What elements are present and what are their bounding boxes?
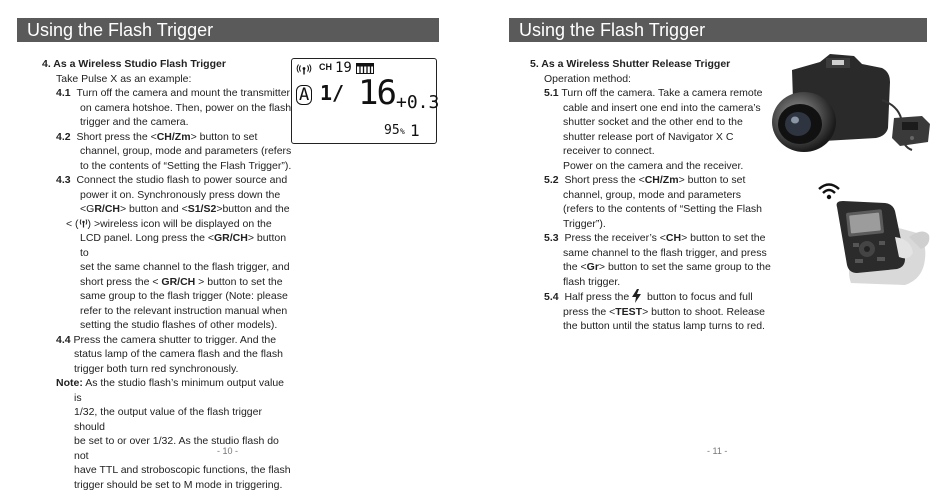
step-text: (refers to the contents of “Setting the Flash	[530, 202, 775, 217]
step-text: Turn off the camera. Take a camera remote	[561, 87, 762, 99]
step-text: > button to set the same group to the	[599, 261, 771, 273]
step-number: 4.3	[56, 174, 71, 186]
step-text: channel, group, mode and parameters (refers	[42, 144, 292, 159]
step-text: Press the camera shutter to trigger. And the	[74, 334, 277, 346]
step-text: > button and <	[120, 203, 188, 215]
step-text: > button to set	[679, 174, 746, 186]
step-text: > button to shoot. Release	[642, 306, 765, 318]
lcd-power: 1/	[320, 81, 344, 105]
key-label: CH/Zm	[157, 131, 191, 143]
wireless-icon	[79, 218, 88, 228]
step-5-1	[530, 86, 775, 101]
step-number: 4.2	[56, 131, 71, 143]
step-number: 5.2	[544, 174, 559, 186]
step-text: > button to set	[191, 131, 258, 143]
note-text: be set to or over 1/32. As the studio flash do not	[42, 434, 292, 463]
step-number: 5.4	[544, 291, 559, 303]
key-label: TEST	[615, 306, 642, 318]
step-text: < (	[66, 218, 79, 230]
lcd-battery-unit: %	[400, 127, 405, 136]
step-text: the button until the status lamp turns to red.	[530, 319, 775, 334]
step-text: Short press the <	[76, 131, 156, 143]
key-label: R/CH	[94, 203, 120, 215]
step-text: channel, group, mode and parameters	[530, 188, 775, 203]
lcd-ch-label: CH	[319, 62, 332, 72]
step-text: > button to set the	[195, 276, 282, 288]
step-text	[530, 305, 775, 320]
step-text: press the <	[563, 306, 615, 318]
step-text: >button and the	[216, 203, 289, 215]
right-page-header: Using the Flash Trigger	[509, 18, 927, 42]
step-text: status lamp of the camera flash and the flash	[42, 347, 292, 362]
camera-with-receiver-image	[762, 50, 937, 165]
lcd-mode: A	[296, 85, 312, 105]
step-text	[42, 202, 292, 217]
step-text: cable and insert one end into the camera’s	[530, 101, 775, 116]
step-text: shutter release port of Navigator X C	[530, 130, 775, 145]
step-text: Half press the	[564, 291, 629, 303]
step-text: Power on the camera and the receiver.	[530, 159, 775, 174]
lcd-channel: 19	[335, 60, 352, 76]
step-number: 4.1	[56, 87, 71, 99]
lcd-battery: 95	[384, 123, 400, 138]
right-page-body	[530, 57, 775, 334]
note-text: As the studio flash’s minimum output value is	[74, 377, 284, 404]
page-number-left: - 10 -	[217, 446, 238, 456]
key-label: GR/CH	[214, 232, 248, 244]
step-text: same group to the flash trigger (Note: please	[42, 289, 292, 304]
step-text: flash trigger.	[530, 275, 775, 290]
step-4-4	[42, 333, 292, 348]
step-text	[42, 275, 292, 290]
step-text: <G	[80, 203, 94, 215]
step-text: LCD panel. Long press the <	[80, 232, 214, 244]
lcd-value: 16	[358, 73, 395, 113]
step-5-3	[530, 231, 775, 246]
step-text	[530, 260, 775, 275]
section-title-5: 5. As a Wireless Shutter Release Trigger	[530, 57, 775, 72]
step-text: setting the studio flashes of other models).	[42, 318, 292, 333]
left-page-body	[42, 57, 292, 492]
lcd-compensation: +0.3	[396, 92, 439, 113]
step-4-2	[42, 130, 292, 145]
key-label: CH/Zm	[645, 174, 679, 186]
key-label: Gr	[587, 261, 599, 273]
intro-text: Operation method:	[530, 72, 775, 87]
note	[42, 376, 292, 405]
step-text: Short press the <	[564, 174, 644, 186]
step-text: the <	[563, 261, 587, 273]
step-text: to the contents of “Setting the Flash Trigger”).	[42, 159, 292, 174]
step-text: Trigger”).	[530, 217, 775, 232]
intro-text: Take Pulse X as an example:	[42, 72, 292, 87]
step-text	[42, 231, 292, 260]
flash-icon	[632, 289, 641, 303]
lcd-group-bar: 1	[410, 121, 420, 140]
step-4-3	[42, 173, 292, 188]
step-text: trigger and the camera.	[42, 115, 292, 130]
step-text: > button to	[80, 232, 286, 259]
step-number: 4.4	[56, 334, 71, 346]
key-label: GR/CH	[161, 276, 195, 288]
left-page-header: Using the Flash Trigger	[17, 18, 439, 42]
step-text: trigger both turn red synchronously.	[42, 362, 292, 377]
lcd-panel	[291, 58, 437, 144]
step-5-4	[530, 289, 775, 305]
wireless-icon	[296, 64, 312, 75]
step-text: button to focus and full	[647, 291, 753, 303]
step-4-1	[42, 86, 292, 101]
step-text: short press the <	[80, 276, 161, 288]
page-number-right: - 11 -	[707, 446, 727, 456]
step-5-2	[530, 173, 775, 188]
step-text: Connect the studio flash to power source and	[76, 174, 287, 186]
step-text: power it on. Synchronously press down the	[42, 188, 292, 203]
step-text: receiver to connect.	[530, 144, 775, 159]
key-label: S1/S2	[188, 203, 217, 215]
step-text	[42, 217, 292, 232]
step-text: set the same channel to the flash trigger, and	[42, 260, 292, 275]
step-text: refer to the relevant instruction manual when	[42, 304, 292, 319]
step-text: on camera hotshoe. Then, power on the flash	[42, 101, 292, 116]
note-text: trigger should be set to M mode in triggering.	[42, 478, 292, 492]
key-label: CH	[666, 232, 681, 244]
step-text: > button to set the	[681, 232, 765, 244]
hand-holding-trigger-image	[825, 197, 935, 287]
section-title-4: 4. As a Wireless Studio Flash Trigger	[42, 57, 292, 72]
step-number: 5.1	[544, 87, 559, 99]
step-text: same channel to the flash trigger, and press	[530, 246, 775, 261]
step-text: Press the receiver’s <	[564, 232, 665, 244]
step-text: Turn off the camera and mount the transmitter	[76, 87, 290, 99]
step-text: shutter socket and the other end to the	[530, 115, 775, 130]
step-text: ) >wireless icon will be displayed on the	[88, 218, 272, 230]
note-text: 1/32, the output value of the flash trigger should	[42, 405, 292, 434]
note-text: have TTL and stroboscopic functions, the flash	[42, 463, 292, 478]
step-number: 5.3	[544, 232, 559, 244]
note-label: Note:	[56, 377, 83, 389]
